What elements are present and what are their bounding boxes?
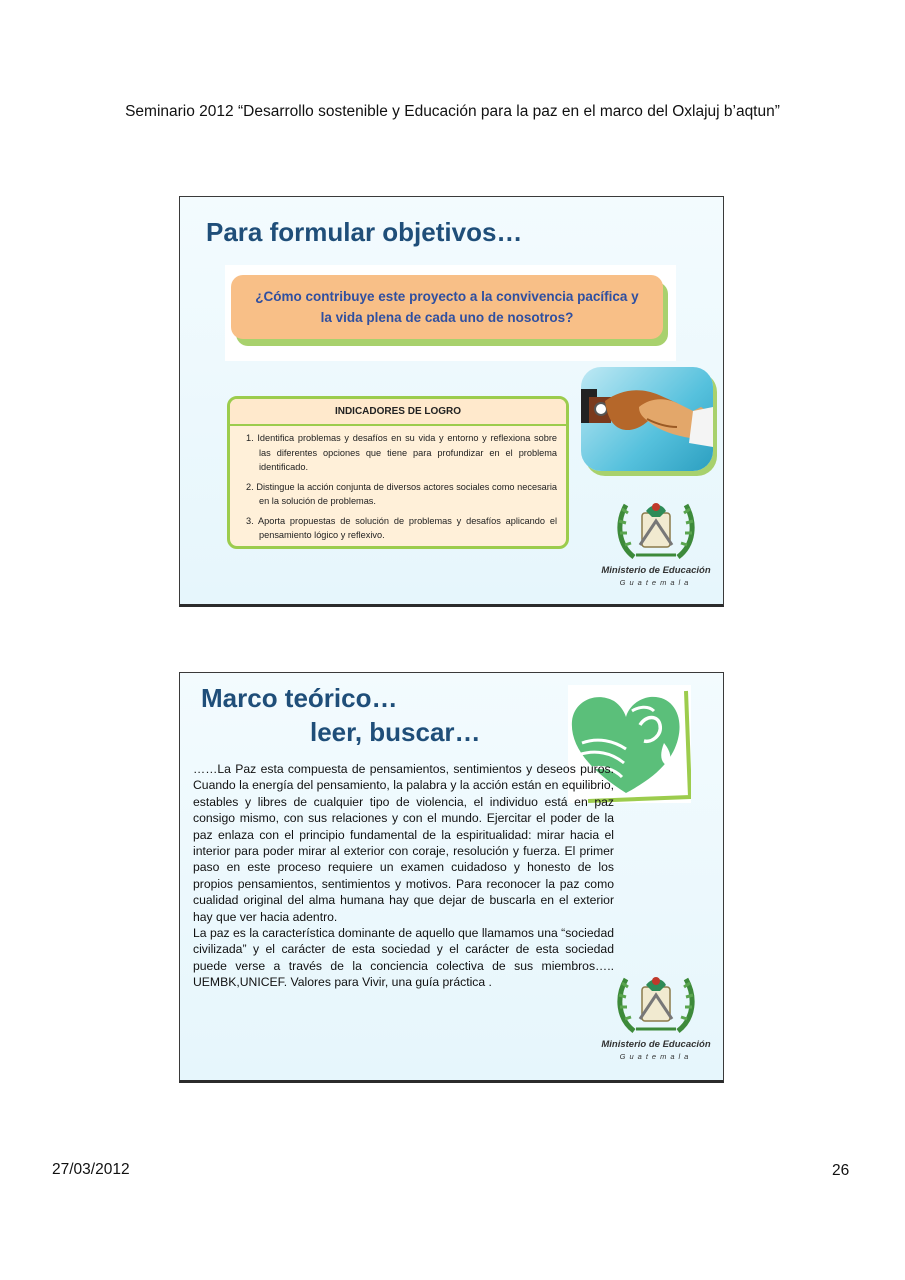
guatemala-coat-of-arms-icon (596, 961, 716, 1039)
guatemala-coat-of-arms-icon (596, 487, 716, 565)
indicators-heading: INDICADORES DE LOGRO (230, 399, 566, 426)
indicator-item: 1. Identifica problemas y desafíos en su vida y entorno y reflexiona sobre las diferentes opciones que tiene para profundizar en el problema identificado. (246, 433, 557, 472)
indicator-item: 2. Distingue la acción conjunta de diversos actores sociales como necesaria en la solución de problemas. (246, 481, 557, 506)
question-panel (225, 265, 676, 361)
logo-text-ministerio: Ministerio de Educación (601, 565, 711, 576)
indicators-box (227, 396, 569, 549)
slide-title-line2: leer, buscar… (310, 717, 481, 747)
slide-title: Para formular objetivos… (206, 217, 523, 247)
slide-title-line1: Marco teórico… (201, 683, 398, 713)
question-callout: ¿Cómo contribuye este proyecto a la convivencia pacífica y la vida plena de cada uno de nosotros? (231, 275, 663, 339)
page-number: 26 (832, 1162, 850, 1179)
slide-formular-objetivos (179, 196, 724, 607)
page-header: Seminario 2012 “Desarrollo sostenible y Educación para la paz en el marco del Oxlajuj b’aqtun” (125, 103, 780, 120)
marco-teorico-text (193, 761, 614, 991)
indicators-list (230, 426, 566, 543)
paragraph: ……La Paz esta compuesta de pensamientos, sentimientos y deseos puros. Cuando la energía del pensamiento, la palabra y la acción están en equilibrio, estables y libres de cualquier tipo de violencia, el individuo está en paz consigo mismo, con sus relaciones y con el mundo. Ejercitar el poder de la paz enlaza con el principio fundamental de la espiritualidad: mirar hacia el interior para poder mirar al exterior con coraje, resolución y fuerza. El primer paso en este proceso requiere un examen cuidadoso y honesto de los propios pensamientos, sentimientos y motivos. Para reconocer la paz como cualidad original del alma humana hay que dejar de buscarla en el exterior hay que ver hacia adentro. (193, 762, 614, 924)
ministerio-logo (596, 961, 716, 1073)
logo-text-guatemala: Guatemala (619, 1052, 693, 1061)
slide-marco-teorico (179, 672, 724, 1083)
logo-text-guatemala: Guatemala (619, 578, 693, 587)
indicator-item: 3. Aporta propuestas de solución de problemas y desafíos aplicando el pensamiento lógico y reflexivo. (246, 515, 557, 540)
footer-date: 27/03/2012 (52, 1161, 130, 1178)
logo-text-ministerio: Ministerio de Educación (601, 1039, 711, 1050)
handshake-image (581, 367, 713, 471)
ministerio-logo (596, 487, 716, 599)
handshake-icon (581, 367, 713, 471)
paragraph: La paz es la característica dominante de aquello que llamamos una “sociedad civilizada” y el carácter de esta sociedad y el carácter de esta sociedad puede verse a través de la conciencia colectiva de sus miembros….. UEMBK,UNICEF. Valores para Vivir, una guía práctica . (193, 926, 614, 990)
